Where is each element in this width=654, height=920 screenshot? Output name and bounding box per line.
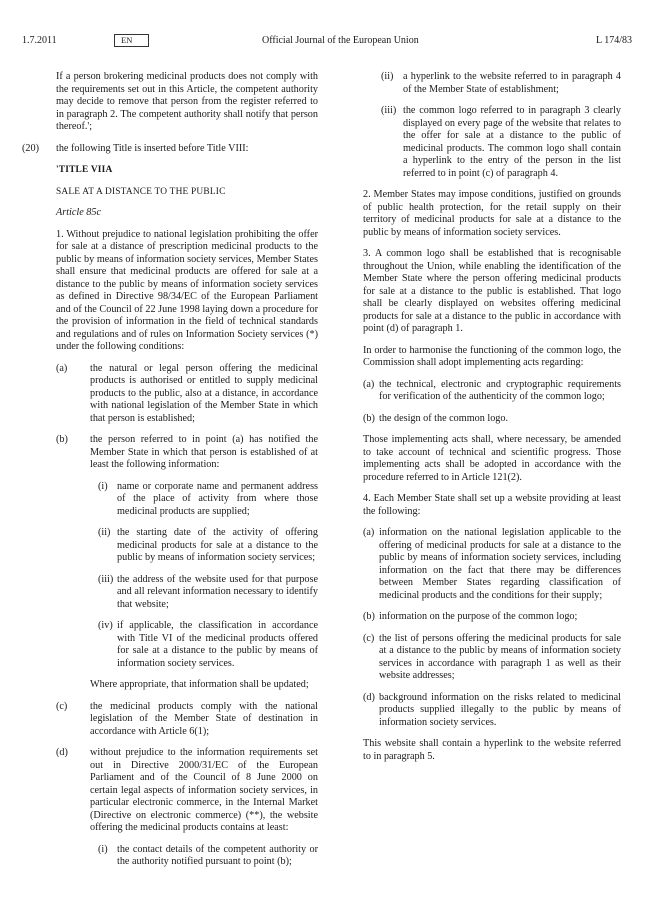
- point-20-marker: (20): [22, 142, 39, 154]
- list-item-d-i: (i) the contact details of the competent authority or the authority notified pursuant to point (b);: [98, 843, 318, 867]
- paragraph-3: 3. A common logo shall be established that is recognisable throughout the Union, while enabling the identification of the Member State where the person offering medicinal products for sale at a distance to the public is established. That logo shall be clearly displayed on websites offering medicinal products for sale at a distance to the public in accordance with point (d) of paragraph 1.: [363, 248, 621, 334]
- point-20: [22, 143, 318, 156]
- logo-item-b: (b) the design of the common logo.: [363, 412, 509, 424]
- right-column: [363, 71, 621, 772]
- point-20-text: the following Title is inserted before Title VIII:: [56, 142, 249, 154]
- journal-title: Official Journal of the European Union: [262, 35, 419, 46]
- logo-item-a: (a) the technical, electronic and cryptographic requirements for verification of the authenticity of the common logo;: [363, 378, 621, 402]
- implementing-acts-paragraph: Those implementing acts shall, where necessary, be amended to take account of technical and scientific progress. Those implementing acts shall be adopted in accordance with the procedure referred to in Article 121(2).: [363, 434, 621, 483]
- website-item-c: (c) the list of persons offering the medicinal products for sale at a distance to the public by means of information society services in accordance with paragraph 1 as well as their website addresses;: [363, 632, 621, 681]
- article-heading: Article 85c: [56, 207, 101, 218]
- paragraph-2: 2. Member States may impose conditions, justified on grounds of public health protection, for the retail supply on their territory of medicinal products for sale at a distance to the public by means of information society services.: [363, 189, 621, 238]
- list-item-d: (d) without prejudice to the information requirements set out in Directive 2000/31/EC of the European Parliament and of the Council of 8 June 2000 on certain legal aspects of information society services, in particular electronic commerce, in the Internal Market (Directive on electronic commerce) (**), the website offering the medicinal products contains at least:: [56, 747, 318, 833]
- left-column: [22, 71, 318, 878]
- final-paragraph: This website shall contain a hyperlink to the website referred to in paragraph 5.: [363, 738, 621, 762]
- list-item-b-i: (i) name or corporate name and permanent address of the place of activity from where those medicinal products are supplied;: [98, 480, 318, 517]
- list-item-d-ii: (ii) a hyperlink to the website referred to in paragraph 4 of the Member State of establishment;: [381, 71, 621, 95]
- update-note: Where appropriate, that information shall be updated;: [90, 679, 309, 690]
- page-header: [22, 33, 632, 49]
- list-item-c: (c) the medicinal products comply with the national legislation of the Member State of destination in accordance with Article 6(1);: [56, 700, 318, 737]
- list-item-b: (b) the person referred to in point (a) has notified the Member State in which that person is established of at least the following information:: [56, 434, 318, 470]
- header-date: 1.7.2011: [22, 35, 57, 46]
- intro-paragraph: If a person brokering medicinal products does not comply with the requirements set out in this Article, the competent authority may decide to remove that person from the register referred to in paragraph 2. The competent authority shall notify that person thereof.';: [56, 71, 318, 132]
- website-item-b: (b) information on the purpose of the common logo;: [363, 611, 578, 622]
- title-subheading: SALE AT A DISTANCE TO THE PUBLIC: [56, 186, 226, 197]
- list-item-b-iv: (iv) if applicable, the classification in accordance with Title VI of the medicinal products offered for sale at a distance to the public by means of information society services.: [98, 620, 318, 669]
- website-item-d: (d) background information on the risks related to medicinal products supplied illegally to the public by means of information society services.: [363, 691, 621, 728]
- paragraph-4: 4. Each Member State shall set up a website providing at least the following:: [363, 493, 621, 517]
- paragraph-1: 1. Without prejudice to national legislation prohibiting the offer for sale at a distance of prescription medicinal products to the public by means of information society services, Member States shall ensure that medicinal products are offered for sale at a distance to the public by means of information society services as defined in Directive 98/34/EC of the European Parliament and of the Council of 22 June 1998 laying down a procedure for the provision of information in the field of technical standards and regulations and of rules on Information Society services (*) under the following conditions:: [56, 228, 318, 352]
- title-heading: 'TITLE VIIA: [56, 165, 113, 175]
- list-item-b-ii: (ii) the starting date of the activity of offering medicinal products for sale at a distance to the public by means of information society services;: [98, 527, 318, 563]
- list-item-b-iii: (iii) the address of the website used for that purpose and all relevant information necessary to identify that website;: [98, 573, 318, 610]
- harmonise-paragraph: In order to harmonise the functioning of the common logo, the Commission shall adopt implementing acts regarding:: [363, 344, 621, 368]
- website-item-a: (a) information on the national legislation applicable to the offering of medicinal products for sale at a distance to the public by means of information society services, including information on the fact that there may be differences between Member States regarding classification of medicinal products and the conditions for their supply;: [363, 527, 621, 601]
- page-number: L 174/83: [595, 35, 632, 46]
- language-badge: EN: [114, 34, 149, 47]
- list-item-a: (a) the natural or legal person offering the medicinal products is authorised or entitled to supply medicinal products to the public, also at a distance, in accordance with national legislation of the Member State in which that person is established;: [56, 362, 318, 424]
- list-item-d-iii: (iii) the common logo referred to in paragraph 3 clearly displayed on every page of the website that relates to the offer for sale at a distance to the public of medicinal products. The common logo shall contain a hyperlink to the entry of the person in the list referred to in point (c) of paragraph 4.: [381, 105, 621, 179]
